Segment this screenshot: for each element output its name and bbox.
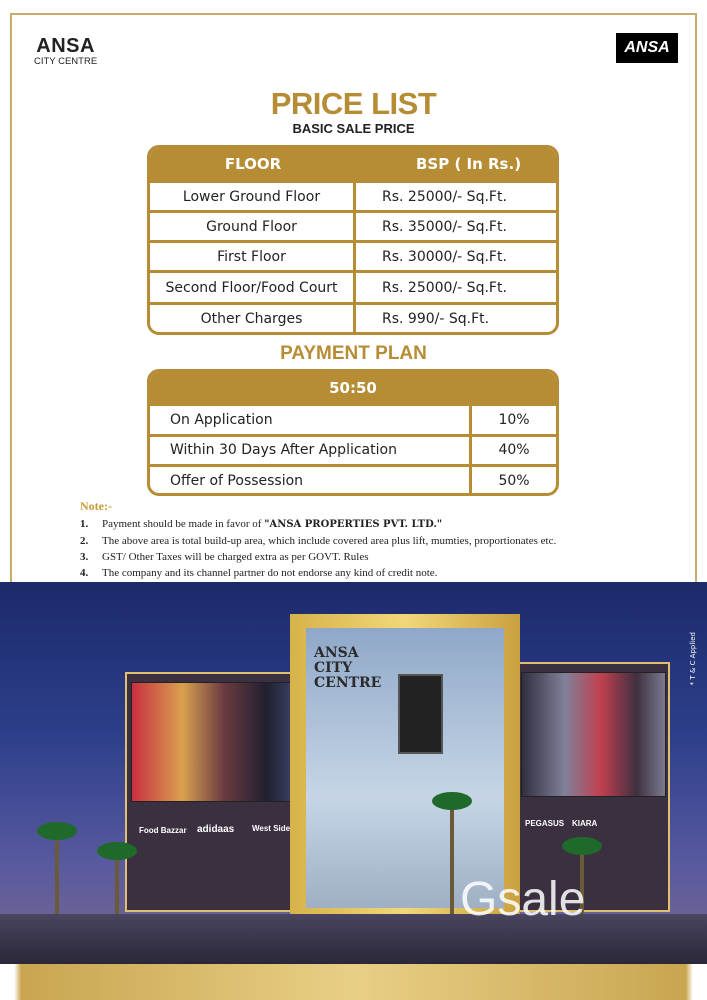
table-row	[150, 464, 556, 495]
bsp-cell: Rs. 25000/- Sq.Ft.	[382, 279, 507, 296]
billboards-left	[131, 682, 301, 802]
note-number: 2.	[80, 535, 89, 547]
note-text: GST/ Other Taxes will be charged extra as per GOVT. Rules	[102, 551, 369, 563]
table-row	[150, 403, 556, 434]
shop-sign: Food Bazzar	[139, 826, 187, 835]
table-row	[150, 270, 556, 302]
note-item	[80, 565, 556, 581]
note-item	[80, 549, 556, 565]
note-text: The above area is total build-up area, which include covered area plus lift, mumties, proportionates etc.	[102, 535, 557, 547]
shop-sign: PEGASUS	[525, 819, 565, 828]
shop-sign: adidaas	[197, 824, 235, 835]
central-tower	[290, 614, 520, 914]
building-rendering	[0, 582, 707, 964]
notes-heading: Note:-	[80, 499, 112, 513]
note-item	[80, 533, 556, 549]
note-item	[80, 516, 556, 533]
shop-sign: West Side	[252, 824, 291, 833]
payment-plan-table	[147, 369, 559, 496]
table-row	[150, 434, 556, 465]
price-list-subtitle: BASIC SALE PRICE	[292, 121, 415, 136]
percent-cell: 10%	[498, 411, 530, 428]
tower-screen	[398, 674, 443, 754]
logo-main: ANSA	[36, 35, 95, 57]
floor-cell: Other Charges	[150, 305, 356, 332]
plaza-ground	[0, 914, 707, 964]
price-table-header	[150, 148, 556, 180]
bsp-cell: Rs. 30000/- Sq.Ft.	[382, 248, 507, 265]
note-text: Payment should be made in favor of	[102, 518, 265, 530]
floor-cell: Lower Ground Floor	[150, 183, 356, 210]
percent-cell: 40%	[498, 442, 530, 459]
note-number: 1.	[80, 518, 89, 530]
note-number: 4.	[80, 567, 89, 579]
gsale-watermark: Gsale	[460, 873, 586, 926]
notes-section	[80, 499, 556, 581]
terms-note: * T & C Applied	[689, 632, 697, 686]
billboards-right	[521, 672, 666, 797]
floor-cell: Ground Floor	[150, 213, 356, 240]
bsp-cell: Rs. 35000/- Sq.Ft.	[382, 218, 507, 235]
table-row	[150, 210, 556, 240]
stage-cell: Within 30 Days After Application	[150, 437, 472, 465]
bsp-cell: Rs. 25000/- Sq.Ft.	[382, 188, 507, 205]
percent-cell: 50%	[498, 472, 530, 489]
logo-ansa-city-centre	[34, 36, 97, 68]
stage-cell: Offer of Possession	[150, 467, 472, 495]
column-header-bsp: BSP ( In Rs.)	[416, 155, 522, 173]
table-row	[150, 240, 556, 270]
note-company-name: "ANSA PROPERTIES PVT. LTD."	[264, 519, 443, 530]
column-header-floor: FLOOR	[224, 155, 282, 173]
plan-header: 50:50	[150, 372, 556, 403]
price-table	[147, 145, 559, 335]
table-row	[150, 302, 556, 332]
logo-ansa-badge: ANSA	[616, 33, 678, 63]
logo-sub: CITY CENTRE	[34, 56, 98, 67]
gold-footer-strip	[0, 964, 707, 1000]
table-row	[150, 180, 556, 210]
bsp-cell: Rs. 990/- Sq.Ft.	[382, 310, 490, 327]
left-wing	[125, 672, 310, 912]
stage-cell: On Application	[150, 406, 472, 434]
payment-plan-title: PAYMENT PLAN	[280, 343, 427, 364]
note-text: The company and its channel partner do not endorse any kind of credit note.	[102, 567, 438, 579]
floor-cell: Second Floor/Food Court	[150, 273, 356, 302]
building-sign: ANSA CITY CENTRE	[314, 645, 382, 691]
price-list-title: PRICE LIST	[270, 86, 437, 121]
note-number: 3.	[80, 551, 89, 563]
floor-cell: First Floor	[150, 243, 356, 270]
shop-sign: KIARA	[572, 819, 598, 828]
